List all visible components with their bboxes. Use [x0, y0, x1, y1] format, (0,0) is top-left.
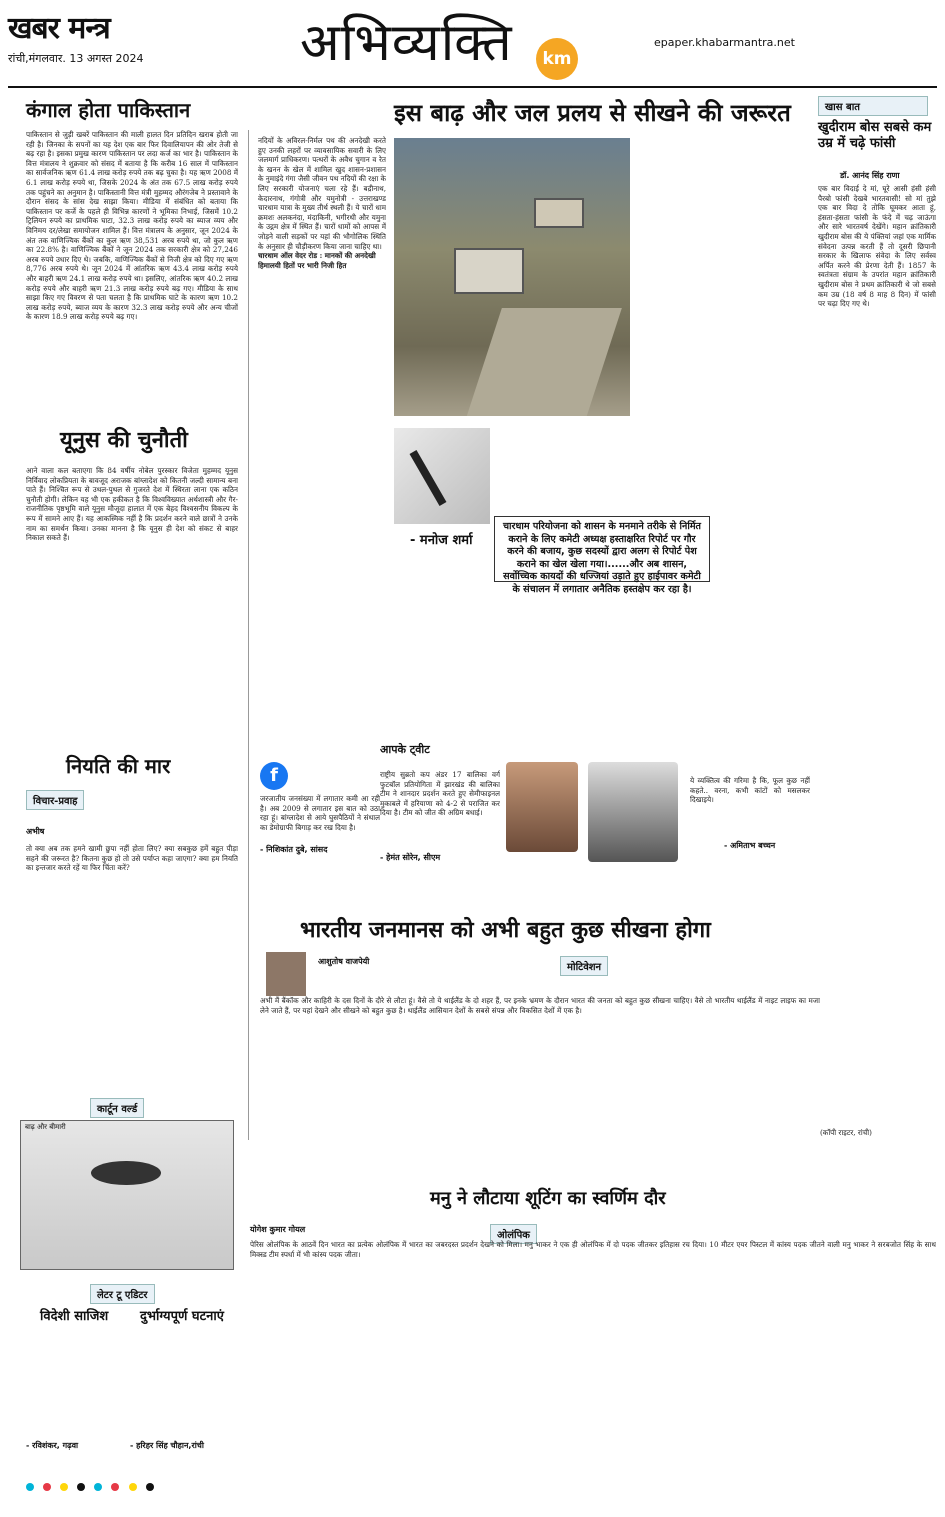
registration-dot: [94, 1483, 102, 1491]
right-headline: खुदीराम बोस सबसे कम उम्र में चढ़े फांसी: [818, 120, 932, 151]
registration-dot: [26, 1483, 34, 1491]
right-article: एक बार विदाई दे मां, घूरे आसी हंसी हंसी पैरबो फांसी देखबे भारतवासी! सो मां तुझे एक बार विदा दे तोकि घूमकर आता हूं, हंसता-हंसता फांसी के फंदे में चढ़ जाऊंगा और सारे भारतवर्ष देखेंगे। महान क्रांतिकारी खुदीराम बोस की ये पंक्तियां जहां एक मार्मिक संवेदना उत्पन्न करती हैं तो दूसरी छिपानी सरकार के खिलाफ संवेदा के लिए सर्वस्व अर्पित करने की प्रेरणा देती हैं। 1857 के स्वतंत्रता संग्राम के उपरांत महान क्रांतिकारी खुदीराम बोस ने प्रथम क्रांतिकारी थे जो सबसे कम उम्र (18 वर्ष 8 माह 8 दिन) में फांसी पर चढ़ा दिए गए थे।: [818, 184, 936, 309]
column-rule: [248, 130, 249, 1140]
viewpoint-badge: विचार-प्रवाह: [26, 790, 84, 810]
left-article-2: आने वाला कल बताएगा कि 84 वर्षीय नोबेल पुरस्कार विजेता मुहम्मद यूनुस निर्विवाद लोकप्रियता के बावजूद अराजक बांग्लादेश को कितनी जल्दी सामान्य बना पाते हैं। निश्चित रूप से उथल-पुथल से गुजरते देश में स्थिरता लाना एक कठिन चुनौती होगी। लेकिन यह भी एक हकीकत है कि विश्वविख्यात अर्थशास्त्री और गैर-राजनीतिक पृष्ठभूमि वाले यूनुस मौजूदा हालात में एक बेहद विश्वसनीय विकल्प के रूप में सामने आए हैं। यह आकस्मिक नहीं है कि प्रदर्शन करने वाले छात्रों ने उनके नाम का समर्थन किया। उनका मानना है कि यूनुस ही देश को संकट से बाहर निकाल सकते हैं।: [26, 466, 238, 543]
olympic-badge: ओलंपिक: [490, 1224, 537, 1244]
bottom-headline: मनु ने लौटाया शूटिंग का स्वर्णिम दौर: [430, 1188, 666, 1209]
facebook-post: [260, 762, 380, 852]
tweet-bachchan-author: - अमिताभ बच्चन: [724, 841, 776, 850]
pullquote: चारधाम परियोजना को शासन के मनमाने तरीके से निर्मित कराने के लिए कमेटी अध्यक्ष हस्ताक्षरित रिपोर्ट पर गौर करने की बजाय, कुछ सदस्यों द्वारा अलग से रिपोर्ट पेश कराने का खेल खेला गया।......और अब शासन, सर्वोच्चिक कायदों की धज्जियां उड़ाते हुए हाईपावर कमेटी के संचालन में लगातार अनैतिक हस्तक्षेप कर रहा है।: [494, 516, 710, 582]
cartoon-caption: बाढ़ और बीमारी: [25, 1123, 66, 1131]
main-body: नदियों के अविरल-निर्मल पथ की अनदेखी करते हुए उनकी लहरों पर व्यावसायिक सवारी के लिए जलमार्ग प्राधिकरण। पत्थरों के अवैध चुगान व रेत के खनन के खेल में शामिल खुद शासन-प्रशासन के नुमाइंदे गंगा जैसी जीवन पथ नदियों की रक्षा के लिए सरकारी योजनाएं चला रहे हैं। बद्रीनाथ, केदारनाथ, गंगोत्री और यमुनोत्री - उत्तराखण्ड चारधाम यात्रा के मुख्य तीर्थ स्थली हैं। ये चारों धाम क्रमशः अलकनंदा, मंदाकिनी, भगीरथी और यमुना के उद्गम क्षेत्र में स्थित हैं। चारों धामों को आपस में जोड़ने वाली सड़कों पर यहां की भौगोलिक स्थिति के अनुसार ही चौड़ीकरण किया जाना चाहिए था।: [258, 136, 386, 251]
main-byline: - मनोज शर्मा: [410, 533, 473, 548]
masthead-brand: [8, 6, 238, 76]
author-photo: [266, 952, 306, 996]
tweet-soren: राष्ट्रीय सुब्रतो कप अंडर 17 बालिका वर्ग फुटबॉल प्रतियोगिता में झारखंड की बालिका टीम ने शानदार प्रदर्शन करते हुए सेमीफाइनल मुकाबले में हरियाणा को 4-2 से पराजित कर दिया है। टीम को जीत की अग्रिम बधाई।: [380, 770, 500, 818]
left-headline-1: कंगाल होता पाकिस्तान: [26, 98, 191, 122]
letter2-title: दुर्भाग्यपूर्ण घटनाएं: [140, 1309, 224, 1324]
right-author: डॉ. आनंद सिंह राणा: [840, 171, 900, 180]
mosquito-icon: [91, 1161, 161, 1185]
main-headline: इस बाढ़ और जल प्रलय से सीखने की जरूरत: [394, 99, 791, 127]
letter1-author: - रविशंकर, गढ़वा: [26, 1441, 79, 1450]
letter2-author: - हरिहर सिंह चौहान,रांची: [130, 1441, 204, 1450]
section-title: अभिव्यक्ति: [300, 13, 513, 73]
registration-dot: [129, 1483, 137, 1491]
fb-author: - निशिकांत दुबे, सांसद: [260, 845, 328, 854]
flood-photo: [394, 138, 630, 416]
flood-river: [466, 308, 622, 416]
tweet-band: [380, 738, 680, 756]
second-footer: (कॉपी राइटर, रांची): [820, 1128, 872, 1137]
tweet-bachchan: ये व्यक्तित्व की गरिमा है कि, फूल कुछ नहीं कहते.. वरना, कभी कांटों को मसलकर दिखाइये।: [690, 776, 810, 805]
flood-house: [454, 248, 524, 294]
portrait-soren: [506, 762, 578, 852]
main-article-col-3: [640, 136, 776, 736]
brand-name: खबर मन्त्र: [8, 11, 110, 46]
khaas-baat-tag: खास बात: [818, 96, 928, 116]
facebook-icon: f: [260, 762, 288, 790]
epaper-url[interactable]: epaper.khabarmantra.net: [654, 36, 795, 49]
viewpoint-author: अभीष: [26, 827, 45, 836]
registration-dot: [146, 1483, 154, 1491]
cartoon-image: [20, 1120, 234, 1270]
viewpoint-article: तो क्या अब तक हमने खामी छुपा नहीं होता लिए? क्या सबकुछ हमें बहुत पीड़ा सहने की जरूरत है? कितना कुछ हो तो उसे पर्याप्त कहा जाएगा? क्या हम नियति का इन्तजार करते रहें या फिर चिंता करें?: [26, 844, 238, 873]
registration-dot: [77, 1483, 85, 1491]
portrait-bachchan: [588, 762, 678, 862]
fb-text: जरजातीय जनसंख्या में लगातार कमी आ रही है। अब 2009 से लगातार इस बात को उठा रहा हूं। बांग्लादेश से आये घुसपैठियों ने संथाल का डेमोग्राफी बिगाड़ कर रख दिया है।: [260, 794, 380, 832]
motivation-badge: मोटिवेशन: [560, 956, 608, 976]
registration-dot: [60, 1483, 68, 1491]
tweet-label: आपके ट्वीट: [380, 743, 430, 756]
km-logo-icon: km: [536, 38, 578, 80]
main-subhead-2: हिमालयी हितों पर भारी निजी हित: [258, 260, 347, 270]
bottom-author: योगेश कुमार गोयल: [250, 1225, 306, 1234]
flood-house-2: [534, 198, 584, 228]
cartoon-badge: कार्टून वर्ल्ड: [90, 1098, 144, 1118]
second-author: आशुतोष वाजपेयी: [318, 957, 370, 966]
letter1-title: विदेशी साजिश: [40, 1309, 109, 1324]
left-headline-2: यूनुस की चुनौती: [60, 428, 188, 453]
dateline: रांची,मंगलवार. 13 अगस्त 2024: [8, 52, 144, 65]
letters-badge: लेटर टू एडिटर: [90, 1284, 155, 1304]
pen-icon: [410, 450, 447, 506]
main-article-col-1: [258, 136, 386, 736]
left-headline-3: नियति की मार: [66, 754, 171, 778]
left-article-1: पाकिस्तान से जुड़ी खबरें पाकिस्तान की माली हालत दिन प्रतिदिन खराब होती जा रही है। जिनका के सपनों का यह देश एक बार फिर दिवालियापन की ओर तेजी से बढ़ रहा है। इसका प्रमुख कारण पाकिस्तान पर लदा कर्ज का भार है। पाकिस्तान के वित्त मंत्रालय ने शुक्रवार को संसद में बताया है कि करीब 16 साल में पाकिस्तान का सार्वजनिक ऋण 61.4 लाख करोड़ रुपये तक बढ़ चुका है। यह ऋण 2008 में 6.1 लाख करोड़ रुपये था, जिसके 2024 के अंत तक 67.5 लाख करोड़ रुपये तक पहुंचने का अनुमान है। पाकिस्तानी वित्त मंत्री मुहम्मद औरंगजेब ने प्रस्तावाने के दौरान संसद के सांस देख साझा किया। मीडिया में संबंधित को बताया कि पाकिस्तान पर कर्जे के पहले ही विभिन्न कारणों ने भूमिका निभाई, जिसमें 10.2 ट्रिलियन रुपये का प्राथमिक घाटा, 32.3 लाख करोड़ रुपये का ब्याज व्यय और विनिमय दर/लेखा समायोजन शामिल हैं। वित्त मंत्रालय के अनुसार, जून 2024 के अंत तक वाणिज्यिक बैंकों का कुल ऋण 38,531 अरब रुपये था, जो कुल ऋण का 22.8% है। वाणिज्यिक बैंकों ने जून 2024 तक सरकारी क्षेत्र को 27,246 अरब रुपये उधार दिए थे। जबकि, वाणिज्यिक बैंकों से निजी क्षेत्र को दिए गए ऋण 8,776 अरब रुपये थे। जून 2024 में आंतरिक ऋण 43.4 लाख करोड़ रुपये और बाहरी ऋण 24.1 लाख करोड़ रुपये था। इसलिए, आंतरिक ऋण 40.2 लाख करोड़ रुपये और बाहरी ऋण 21.3 लाख करोड़ रुपये बढ़ गए। मीडिया के साथ साझा किए गए विवरण से पता चलता है कि प्राथमिक घाटे के कारण ऋण 10.2 लाख करोड़ रुपये, ब्याज व्यय के कारण 32.3 लाख करोड़ रुपये और अन्य चीजों के कारण 18.9 लाख करोड़ रुपये बढ़ गए।: [26, 130, 238, 322]
color-registration-marks: [26, 1476, 926, 1486]
registration-dot: [111, 1483, 119, 1491]
masthead-rule: [8, 86, 937, 88]
second-headline: भारतीय जनमानस को अभी बहुत कुछ सीखना होगा: [300, 918, 711, 943]
tweet-soren-author: - हेमंत सोरेन, सीएम: [380, 853, 441, 862]
registration-dot: [43, 1483, 51, 1491]
pen-photo: [394, 428, 490, 524]
main-subhead: चारधाम ऑल वेदर रोड : मानकों की अनदेखी: [258, 251, 376, 261]
second-article: अभी मैं बैंकॉक और काहिरी के दस दिनों के दौरे से लौटा हूं। वैसे तो ये थाईलैंड के दो शहर हैं, पर इनके भ्रमण के दौरान भारत की जनता को बहुत कुछ सीखना चाहिए। वैसे तो भारतीय थाईलैंड में नाइट लाइफ का मजा लेने जाते हैं, पर यहां देखने और सीखने को बहुत कुछ है। थाईलैंड आसियान देशों के सबसे संपन्न और विकसित देशों में एक है।: [260, 996, 820, 1015]
bottom-article: पेरिस ओलंपिक के आठवें दिन भारत का प्रत्येक ओलंपिक में भारत का जबरदस्त प्रदर्शन देखने को मिला। मनु भाकर ने एक ही ओलंपिक में दो पदक जीतकर इतिहास रच दिया। 10 मीटर एयर पिस्टल में कांस्य पदक जीतने वाली मनु भाकर ने सरबजोत सिंह के साथ मिक्स्ड टीम स्पर्धा में भी कांस्य पदक जीता।: [250, 1240, 936, 1259]
